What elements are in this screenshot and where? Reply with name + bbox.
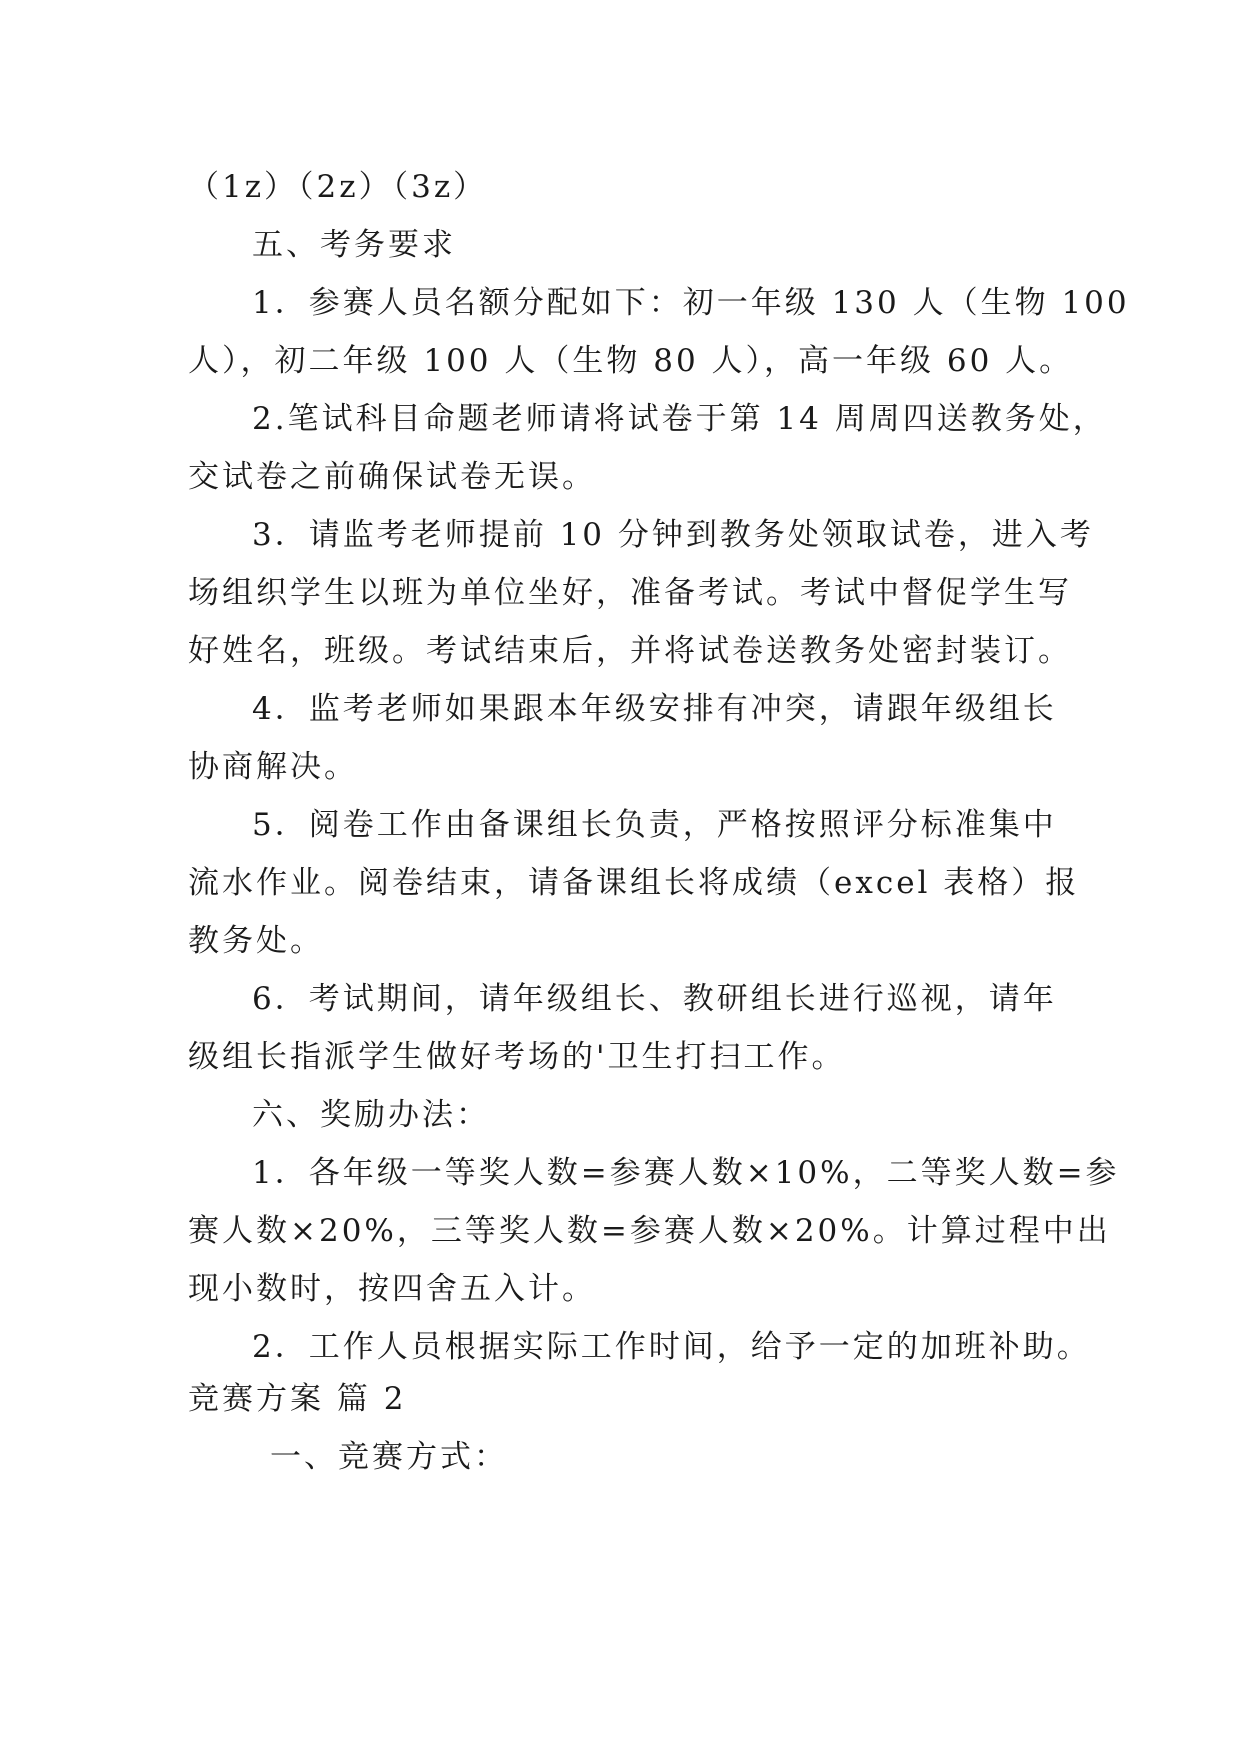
paragraph-line: 4．监考老师如果跟本年级安排有冲突，请跟年级组长 — [252, 691, 1057, 727]
section-heading: 一、竞赛方式： — [270, 1439, 508, 1475]
paragraph-line: 5．阅卷工作由备课组长负责，严格按照评分标准集中 — [252, 807, 1057, 843]
paragraph-line: 人），初二年级 100 人（生物 80 人），高一年级 60 人。 — [188, 343, 1074, 379]
section-heading: 六、奖励办法： — [252, 1097, 490, 1133]
paragraph-line: 1．参赛人员名额分配如下：初一年级 130 人（生物 100 — [252, 285, 1130, 321]
paragraph-line: 交试卷之前确保试卷无误。 — [188, 459, 596, 495]
paragraph-line: 教务处。 — [188, 923, 324, 959]
section-heading: 五、考务要求 — [252, 227, 456, 263]
paragraph-line: 6．考试期间，请年级组长、教研组长进行巡视，请年 — [252, 981, 1057, 1017]
paragraph-line: 3．请监考老师提前 10 分钟到教务处领取试卷，进入考 — [252, 517, 1094, 553]
paragraph-line: 协商解决。 — [188, 749, 358, 785]
paragraph-line: 级组长指派学生做好考场的'卫生打扫工作。 — [188, 1039, 846, 1075]
paragraph-line: （1z）（2z）（3z） — [188, 169, 488, 205]
paragraph-line: 赛人数×20%，三等奖人数=参赛人数×20%。计算过程中出 — [188, 1213, 1111, 1249]
paragraph-line: 2．工作人员根据实际工作时间，给予一定的加班补助。 — [252, 1329, 1091, 1365]
article-heading: 竞赛方案 篇 2 — [188, 1381, 407, 1417]
paragraph-line: 1．各年级一等奖人数=参赛人数×10%，二等奖人数=参 — [252, 1155, 1120, 1191]
paragraph-line: 场组织学生以班为单位坐好，准备考试。考试中督促学生写 — [188, 575, 1072, 611]
paragraph-line: 好姓名，班级。考试结束后，并将试卷送教务处密封装订。 — [188, 633, 1072, 669]
paragraph-line: 2.笔试科目命题老师请将试卷于第 14 周周四送教务处， — [252, 401, 1107, 437]
paragraph-line: 流水作业。阅卷结束，请备课组长将成绩（excel 表格）报 — [188, 865, 1080, 901]
paragraph-line: 现小数时，按四舍五入计。 — [188, 1271, 596, 1307]
